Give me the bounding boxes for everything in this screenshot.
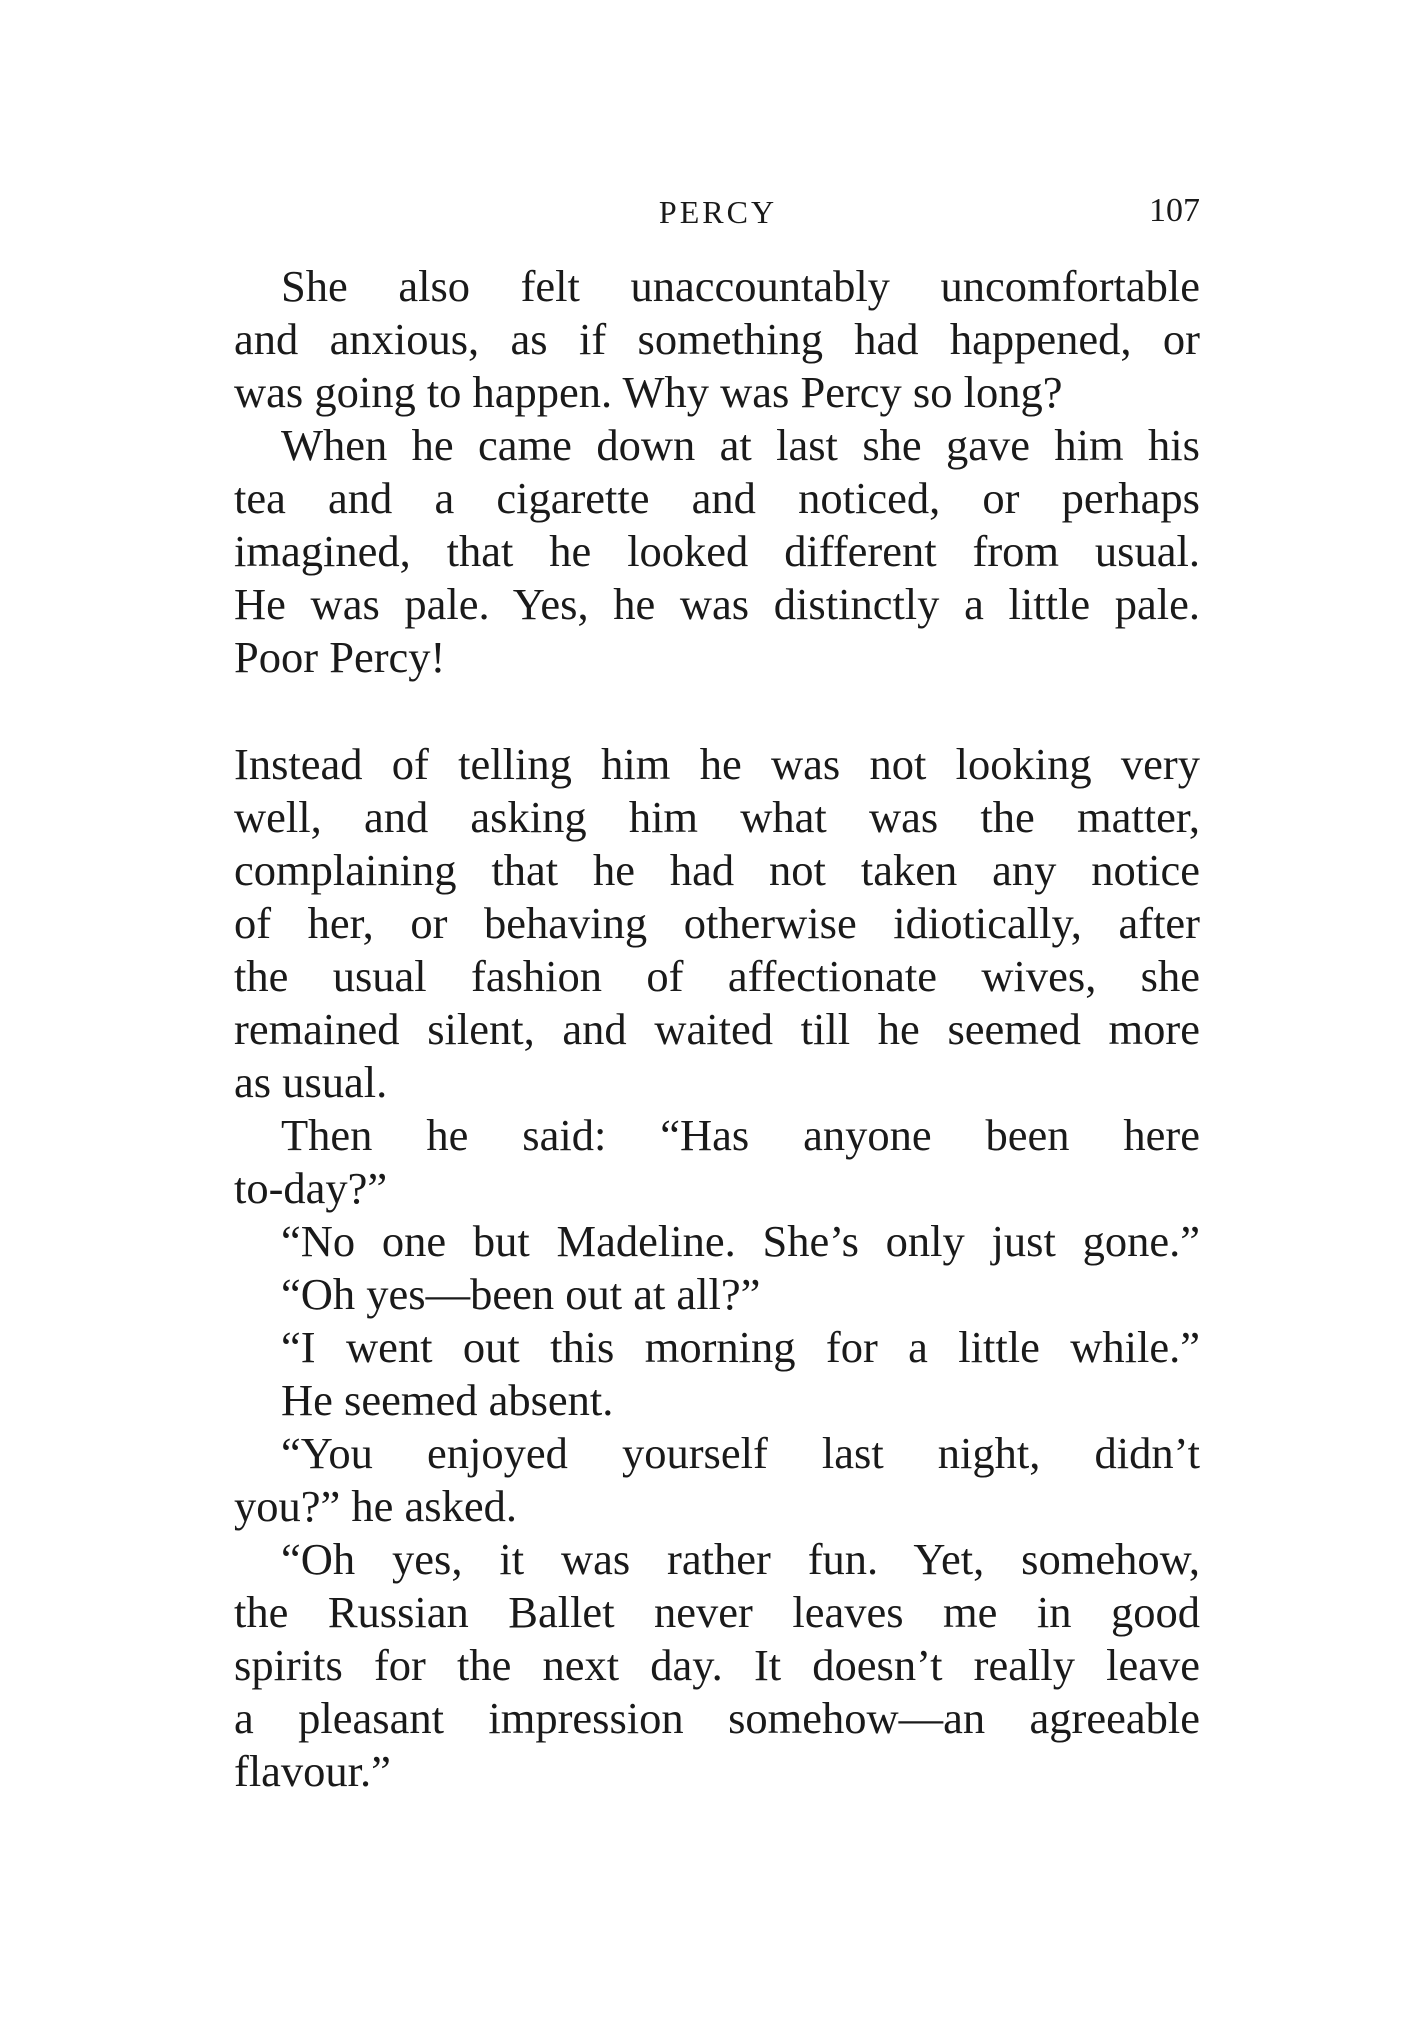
text-line: He was pale. Yes, he was distinctly a little pale. (234, 579, 1200, 629)
section-break (234, 684, 1200, 738)
text-line: as usual. (234, 1057, 388, 1107)
text-line: Then he said: “Has anyone been here (281, 1110, 1200, 1160)
text-line: She also felt unaccountably uncomfortable (281, 261, 1200, 311)
text-line: to-day?” (234, 1163, 388, 1213)
text-line: and anxious, as if something had happened, or (234, 314, 1200, 364)
text-line: When he came down at last she gave him his (281, 420, 1200, 470)
text-line: Poor Percy! (234, 632, 446, 682)
text-line: “I went out this morning for a little while.” (281, 1322, 1200, 1372)
text-line: He seemed absent. (281, 1375, 614, 1425)
text-line: “No one but Madeline. She’s only just gone.” (281, 1216, 1200, 1266)
running-title: PERCY (658, 194, 778, 230)
text-line: remained silent, and waited till he seemed more (234, 1004, 1200, 1054)
text-line: well, and asking him what was the matter, (234, 792, 1200, 842)
running-head (236, 188, 1200, 244)
text-line: of her, or behaving otherwise idiotically, after (234, 898, 1200, 948)
body-text (234, 260, 1200, 1798)
text-line: complaining that he had not taken any notice (234, 845, 1200, 895)
text-line: flavour.” (234, 1746, 391, 1796)
text-line: you?” he asked. (234, 1481, 517, 1531)
text-line: a pleasant impression somehow—an agreeable (234, 1693, 1200, 1743)
text-line: Instead of telling him he was not looking very (234, 739, 1200, 789)
text-line: “Oh yes, it was rather fun. Yet, somehow, (281, 1534, 1200, 1584)
text-line: spirits for the next day. It doesn’t really leave (234, 1640, 1200, 1690)
text-line: was going to happen. Why was Percy so long? (234, 367, 1063, 417)
page-number: 107 (1149, 192, 1200, 229)
text-line: tea and a cigarette and noticed, or perhaps (234, 473, 1200, 523)
text-line: “Oh yes—been out at all?” (281, 1269, 761, 1319)
text-line: the usual fashion of affectionate wives, she (234, 951, 1200, 1001)
text-line: the Russian Ballet never leaves me in good (234, 1587, 1200, 1637)
text-line: “You enjoyed yourself last night, didn’t (281, 1428, 1200, 1478)
text-line: imagined, that he looked different from usual. (234, 526, 1200, 576)
